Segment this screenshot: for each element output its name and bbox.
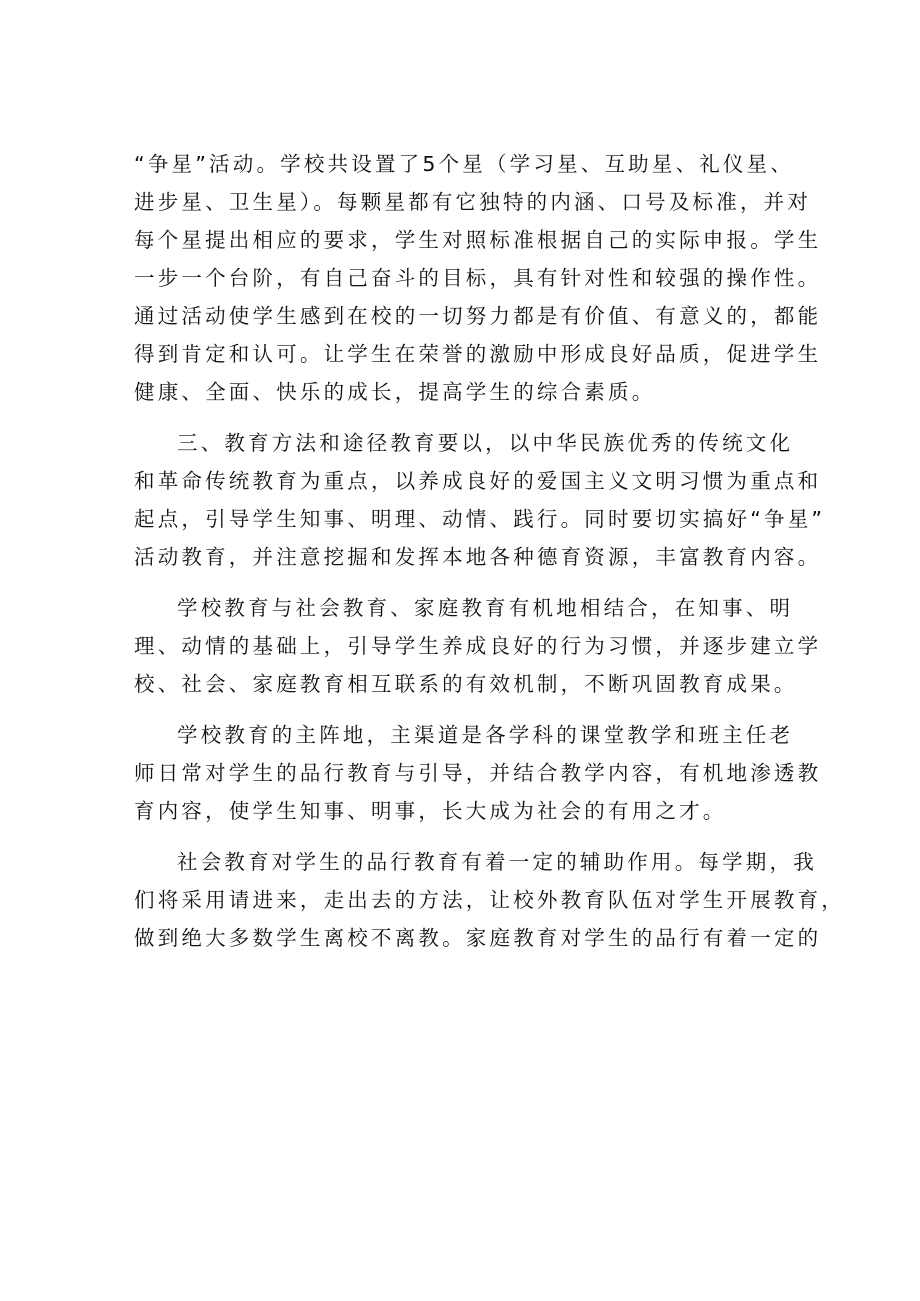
document-body bbox=[134, 145, 845, 970]
text-line: 一步一个台阶，有自己奋斗的目标，具有针对性和较强的操作性。 bbox=[134, 266, 822, 290]
text-line: 理、动情的基础上，引导学生养成良好的行为习惯，并逐步建立学 bbox=[134, 634, 822, 658]
text-line: 师日常对学生的品行教育与引导，并结合教学内容，有机地渗透教 bbox=[134, 761, 822, 785]
text-line: 活动教育，并注意挖掘和发挥本地各种德育资源，丰富教育内容。 bbox=[134, 545, 822, 569]
text-line: 得到肯定和认可。让学生在荣誉的激励中形成良好品质，促进学生 bbox=[134, 342, 822, 366]
text-line: 三、教育方法和途径教育要以，以中华民族优秀的传统文化 bbox=[177, 431, 794, 455]
text-line: 社会教育对学生的品行教育有着一定的辅助作用。每学期，我 bbox=[177, 850, 817, 874]
text-line: 学校教育的主阵地，主渠道是各学科的课堂教学和班主任老 bbox=[177, 723, 794, 747]
paragraph-5 bbox=[134, 843, 845, 957]
text-line: 育内容，使学生知事、明事，长大成为社会的有用之才。 bbox=[134, 799, 727, 823]
text-line: 进步星、卫生星）。每颗星都有它独特的内涵、口号及标准，并对 bbox=[134, 190, 812, 214]
text-line: 每个星提出相应的要求，学生对照标准根据自己的实际申报。学生 bbox=[134, 228, 822, 252]
paragraph-2 bbox=[134, 424, 826, 576]
text-line: 和革命传统教育为重点，以养成良好的爱国主义文明习惯为重点和 bbox=[134, 469, 822, 493]
text-line: 起点，引导学生知事、明理、动情、践行。同时要切实搞好“争星” bbox=[134, 507, 826, 531]
text-line: 通过活动使学生感到在校的一切努力都是有价值、有意义的，都能 bbox=[134, 304, 822, 328]
text-line: 们将采用请进来，走出去的方法，让校外教育队伍对学生开展教育， bbox=[134, 888, 845, 912]
text-line: “争星”活动。学校共设置了5个星（学习星、互助星、礼仪星、 bbox=[134, 152, 795, 176]
text-line: 学校教育与社会教育、家庭教育有机地相结合，在知事、明 bbox=[177, 596, 794, 620]
text-line: 健康、全面、快乐的成长，提高学生的综合素质。 bbox=[134, 380, 656, 404]
paragraph-3 bbox=[134, 589, 822, 703]
text-line: 做到绝大多数学生离校不离教。家庭教育对学生的品行有着一定的 bbox=[134, 926, 822, 950]
paragraph-1 bbox=[134, 145, 822, 411]
paragraph-4 bbox=[134, 716, 822, 830]
text-line: 校、社会、家庭教育相互联系的有效机制，不断巩固教育成果。 bbox=[134, 672, 798, 696]
